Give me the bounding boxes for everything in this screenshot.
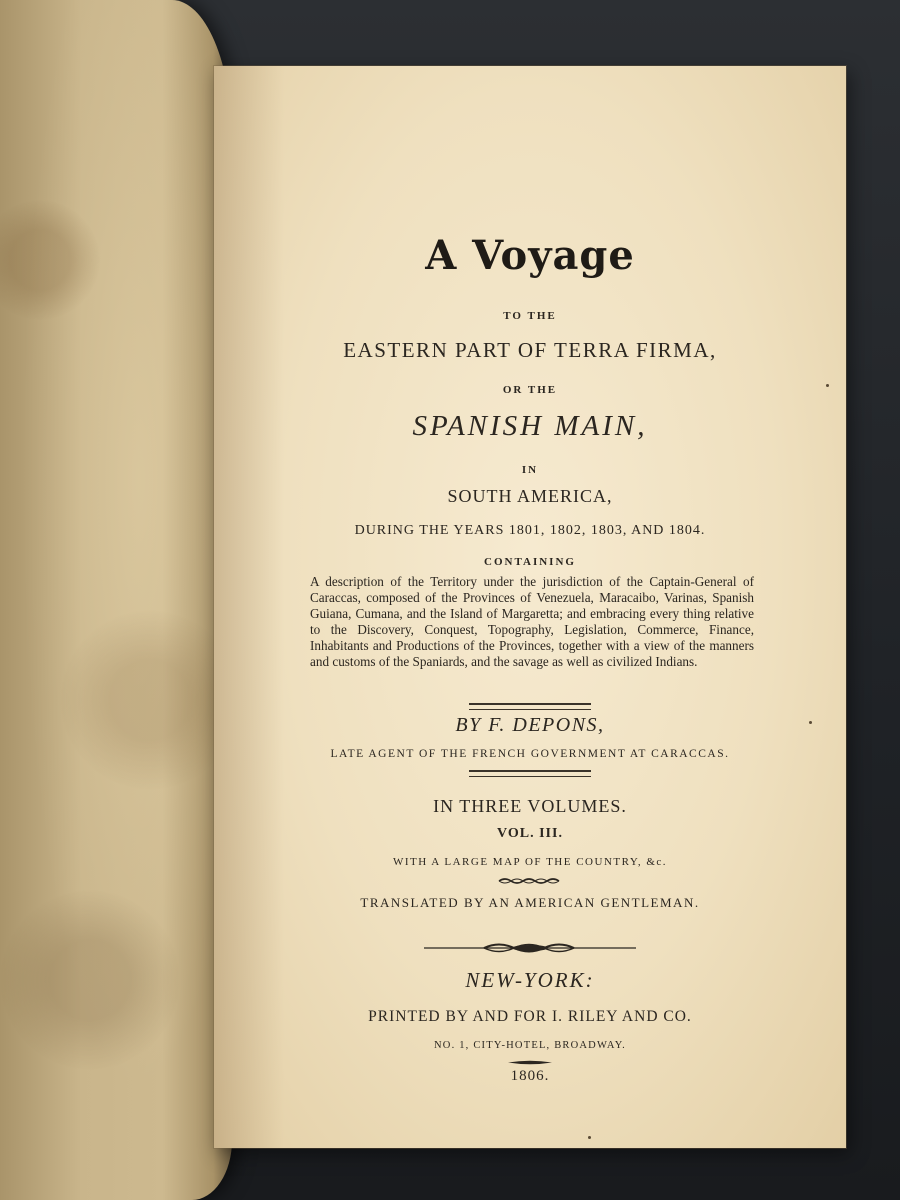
- description-paragraph: A description of the Territory under the jurisdiction of the Captain-General of Caraccas, composed of the Provinces of Venezuela, Maracaibo, Varinas, Spanish Guiana, Cumana, and the Island of Margaretta; and embracing every thing relative to the Discovery, Conquest, Topography, Legislation, Commerce, Finance, Inhabitants and Productions of the Provinces, together with a view of the manners and customs of the Spaniards, and the savage as well as civilized Indians.: [310, 574, 754, 669]
- book-title: A Voyage: [425, 232, 635, 279]
- author-line: BY F. DEPONS,: [455, 714, 605, 736]
- paper-speck: [809, 721, 812, 724]
- or-the-line: OR THE: [502, 384, 558, 396]
- foxing-stains: [0, 0, 232, 1200]
- wide-ornament-icon: [424, 940, 636, 956]
- years-line: DURING THE YEARS 1801, 1802, 1803, AND 1804.: [354, 523, 706, 538]
- paper-speck: [826, 384, 829, 387]
- containing-line: CONTAINING: [484, 556, 576, 568]
- facing-page: [0, 0, 232, 1200]
- small-ornament-icon: [497, 877, 563, 885]
- address-line: NO. 1, CITY-HOTEL, BROADWAY.: [434, 1040, 626, 1051]
- author-role-line: LATE AGENT OF THE FRENCH GOVERNMENT AT CARACCAS.: [330, 748, 730, 760]
- paper-speck: [588, 1136, 591, 1139]
- tiny-ornament-icon: [507, 1060, 553, 1065]
- south-america-line: SOUTH AMERICA,: [447, 486, 613, 506]
- region-line: EASTERN PART OF TERRA FIRMA,: [343, 338, 717, 362]
- map-note-line: WITH A LARGE MAP OF THE COUNTRY, &c.: [392, 856, 668, 868]
- volumes-line: IN THREE VOLUMES.: [433, 796, 627, 816]
- translator-line: TRANSLATED BY AN AMERICAN GENTLEMAN.: [360, 895, 700, 910]
- place-line: NEW-YORK:: [465, 968, 595, 992]
- title-page: [214, 66, 846, 1148]
- double-rule-bottom: [469, 770, 591, 777]
- in-line: IN: [521, 464, 539, 476]
- year-line: 1806.: [510, 1068, 550, 1084]
- double-rule-top: [469, 703, 591, 710]
- volume-number-line: VOL. III.: [497, 826, 563, 841]
- to-the-line: TO THE: [503, 310, 557, 322]
- printer-line: PRINTED BY AND FOR I. RILEY AND CO.: [368, 1008, 692, 1025]
- spanish-main-line: SPANISH MAIN,: [412, 410, 648, 442]
- title-page-text: [214, 66, 846, 1148]
